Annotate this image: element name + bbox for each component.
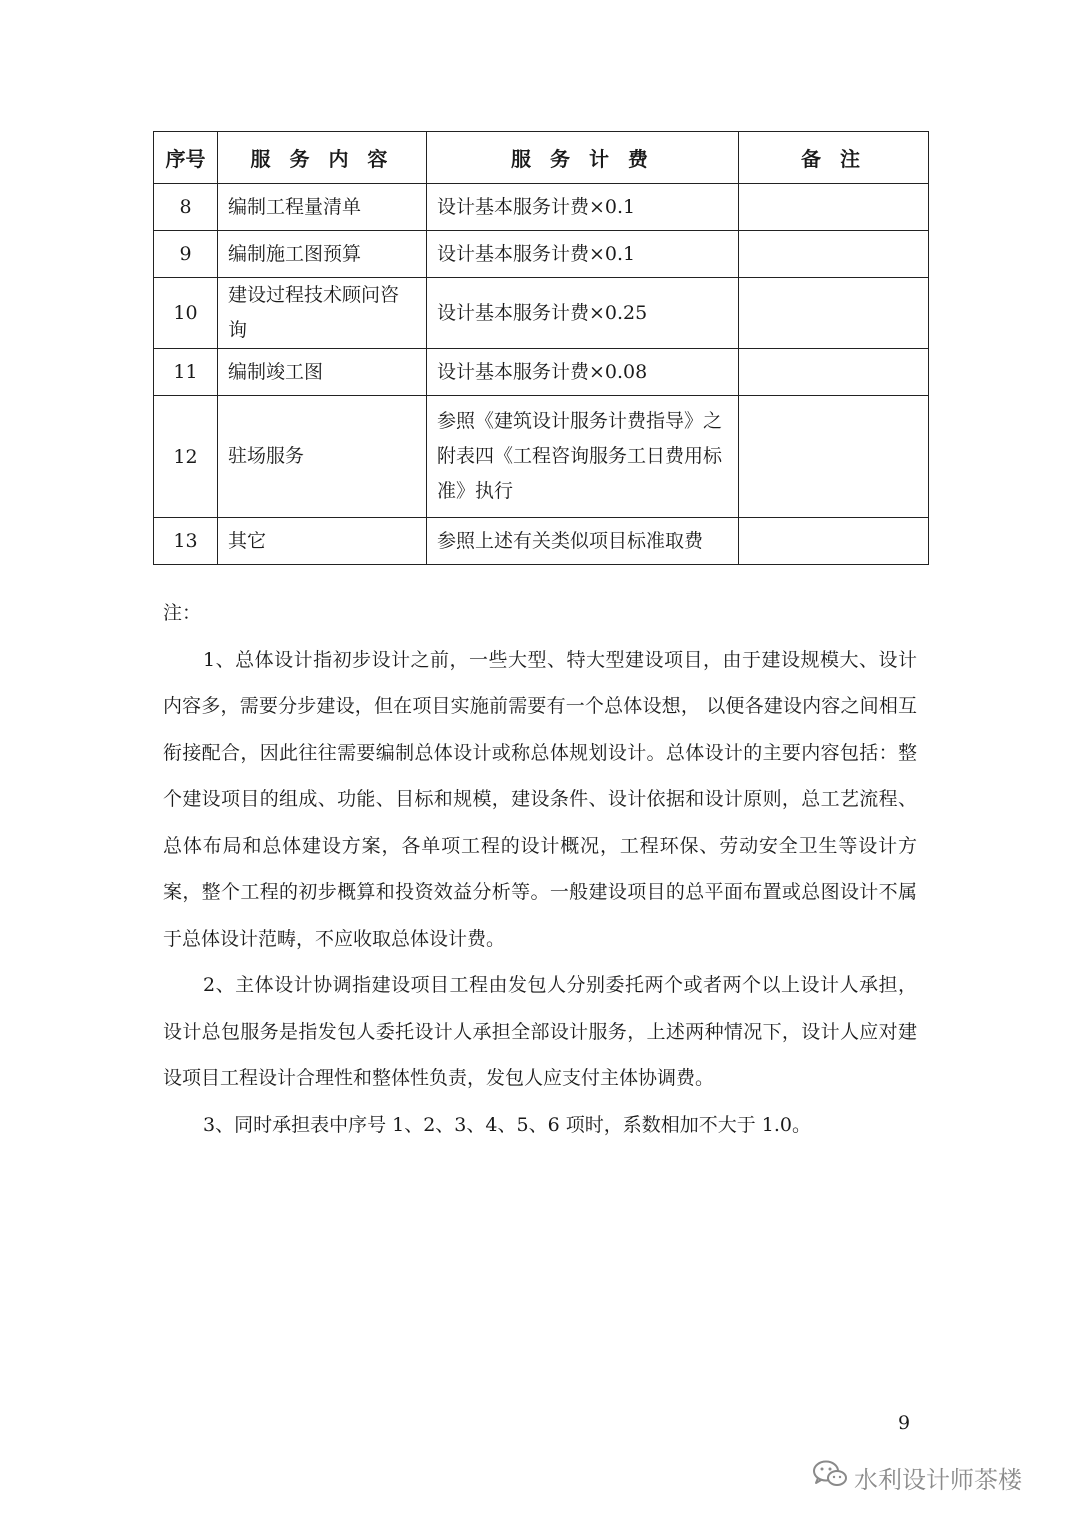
cell-remark — [739, 184, 929, 231]
table-row — [154, 349, 929, 396]
table-header-row — [154, 132, 929, 184]
page-number: 9 — [898, 1412, 911, 1434]
cell-remark — [739, 278, 929, 349]
cell-no: 9 — [154, 231, 218, 278]
cell-content: 建设过程技术顾问咨询 — [218, 278, 427, 349]
cell-remark — [739, 518, 929, 565]
cell-no: 12 — [154, 396, 218, 518]
cell-fee: 设计基本服务计费×0.08 — [427, 349, 739, 396]
table-row — [154, 396, 929, 518]
watermark-text: 水利设计师茶楼 — [854, 1465, 1022, 1494]
cell-content: 编制竣工图 — [218, 349, 427, 396]
wechat-icon — [812, 1459, 848, 1495]
cell-remark — [739, 349, 929, 396]
table-row — [154, 231, 929, 278]
cell-content: 驻场服务 — [218, 396, 427, 518]
table-row — [154, 184, 929, 231]
cell-no: 13 — [154, 518, 218, 565]
cell-fee: 参照上述有关类似项目标准取费 — [427, 518, 739, 565]
cell-content: 编制施工图预算 — [218, 231, 427, 278]
note-item: 3、同时承担表中序号 1、2、3、4、5、6 项时，系数相加不大于 1.0。 — [203, 1113, 811, 1136]
header-service-fee: 服 务 计 费 — [427, 132, 739, 184]
cell-no: 10 — [154, 278, 218, 349]
header-service-content: 服 务 内 容 — [218, 132, 427, 184]
table-row — [154, 518, 929, 565]
note-item: 2、主体设计协调指建设项目工程由发包人分别委托两个或者两个以上设计人承担，设计总包服务是指发包人委托设计人承担全部设计服务，上述两种情况下，设计人应对建设项目工程设计合理性和整体性负责，发包人应支付主体协调费。 — [163, 974, 917, 1089]
cell-remark — [739, 396, 929, 518]
cell-no: 8 — [154, 184, 218, 231]
notes-section — [163, 590, 917, 1148]
cell-fee: 设计基本服务计费×0.1 — [427, 231, 739, 278]
watermark — [812, 1457, 1022, 1497]
cell-content: 编制工程量清单 — [218, 184, 427, 231]
cell-fee: 设计基本服务计费×0.1 — [427, 184, 739, 231]
notes-label: 注： — [163, 602, 202, 624]
service-fee-table — [153, 131, 929, 565]
cell-fee: 设计基本服务计费×0.25 — [427, 278, 739, 349]
header-remark: 备 注 — [739, 132, 929, 184]
header-serial-no: 序号 — [154, 132, 218, 184]
cell-no: 11 — [154, 349, 218, 396]
table-row — [154, 278, 929, 349]
cell-remark — [739, 231, 929, 278]
cell-content: 其它 — [218, 518, 427, 565]
note-item: 1、总体设计指初步设计之前，一些大型、特大型建设项目，由于建设规模大、设计内容多，需要分步建设，但在项目实施前需要有一个总体设想， 以便各建设内容之间相互衔接配合，因此往往需要编制总体设计或称总体规划设计。总体设计的主要内容包括：整个建设项目的组成、功能、目标和规模，建设条件、设计依据和设计原则，总工艺流程、总体布局和总体建设方案，各单项工程的设计概况，工程环保、劳动安全卫生等设计方案，整个工程的初步概算和投资效益分析等。一般建设项目的总平面布置或总图设计不属于总体设计范畴，不应收取总体设计费。 — [163, 648, 917, 950]
cell-fee: 参照《建筑设计服务计费指导》之附表四《工程咨询服务工日费用标准》执行 — [427, 396, 739, 518]
